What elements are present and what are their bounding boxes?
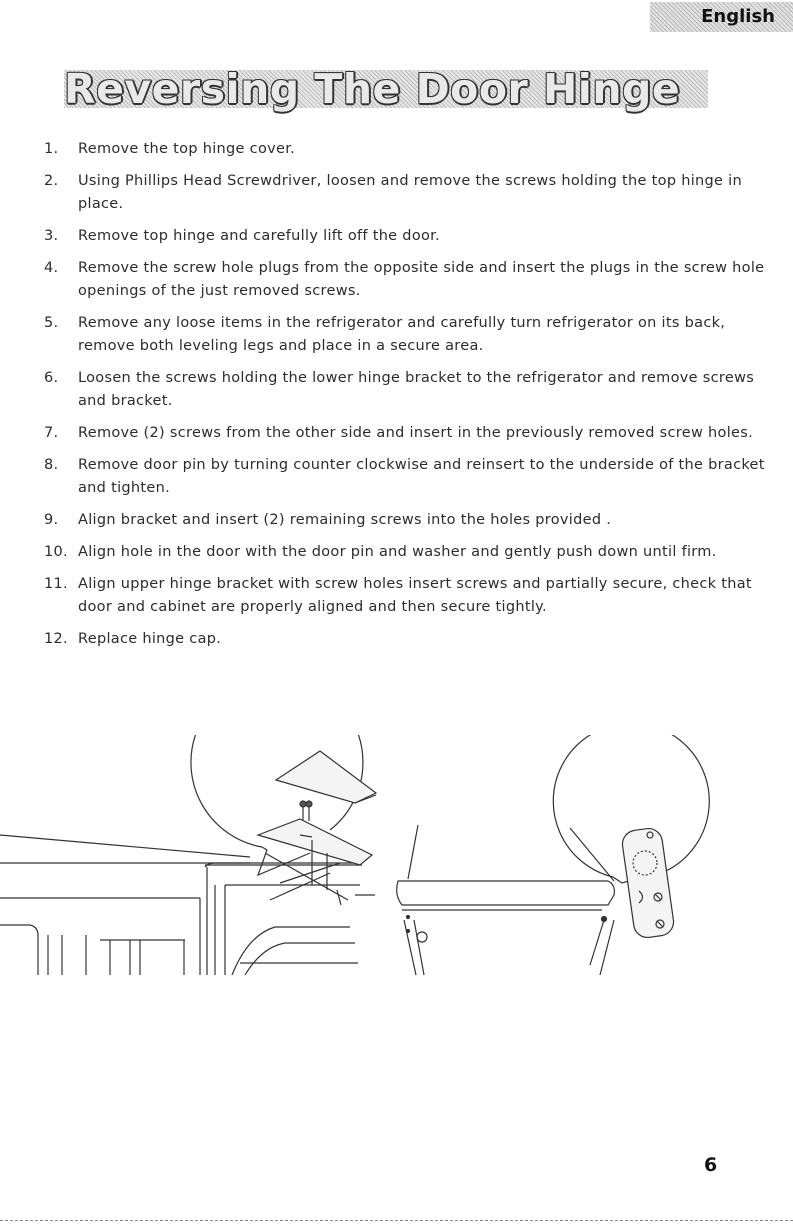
step-text: Align hole in the door with the door pin and washer and gently push down until firm.	[78, 544, 717, 560]
step-number: 5.	[44, 315, 59, 331]
step-text: Remove (2) screws from the other side and insert in the previously removed screw holes.	[78, 425, 754, 441]
page-number: 6	[704, 1154, 718, 1176]
page-title: Reversing The Door Hinge	[64, 65, 681, 113]
step-number: 10.	[44, 544, 68, 560]
list-item	[44, 170, 784, 216]
step-number: 11.	[44, 576, 68, 592]
page-bottom-rule	[0, 1220, 793, 1225]
hinge-illustration	[0, 735, 793, 1085]
step-text: Remove any loose items in the refrigerator and carefully turn refrigerator on its back, remove both leveling legs and place in a secure area.	[78, 315, 726, 354]
step-number: 7.	[44, 425, 59, 441]
step-text: Align upper hinge bracket with screw holes insert screws and partially secure, check that door and cabinet are properly aligned and then secure tightly.	[78, 576, 752, 615]
list-item	[44, 509, 784, 532]
step-text: Using Phillips Head Screwdriver, loosen and remove the screws holding the top hinge in place.	[78, 173, 742, 212]
language-tab	[650, 2, 793, 32]
step-number: 1.	[44, 141, 59, 157]
step-text: Remove the screw hole plugs from the opposite side and insert the plugs in the screw hole openings of the just removed screws.	[78, 260, 765, 299]
step-number: 12.	[44, 631, 68, 647]
list-item	[44, 367, 784, 413]
step-text: Loosen the screws holding the lower hinge bracket to the refrigerator and remove screws and bracket.	[78, 370, 755, 409]
step-text: Replace hinge cap.	[78, 631, 222, 647]
step-text: Remove the top hinge cover.	[78, 141, 296, 157]
list-item	[44, 312, 784, 358]
language-label: English	[701, 6, 775, 27]
step-number: 8.	[44, 457, 59, 473]
top-hinge-callout	[191, 735, 376, 905]
step-number: 4.	[44, 260, 59, 276]
step-text: Align bracket and insert (2) remaining screws into the holes provided .	[78, 512, 612, 528]
step-number: 3.	[44, 228, 59, 244]
refrigerator-left-drawing	[0, 835, 362, 975]
step-text: Remove top hinge and carefully lift off the door.	[78, 228, 440, 244]
list-item	[44, 573, 784, 619]
refrigerator-right-drawing	[397, 825, 615, 975]
step-text: Remove door pin by turning counter clockwise and reinsert to the underside of the bracket and tighten.	[78, 457, 765, 496]
list-item	[44, 257, 784, 303]
step-number: 9.	[44, 512, 59, 528]
step-number: 6.	[44, 370, 59, 386]
list-item	[44, 628, 784, 651]
list-item	[44, 541, 784, 564]
list-item	[44, 138, 784, 161]
list-item	[44, 225, 784, 248]
step-number: 2.	[44, 173, 59, 189]
instruction-list	[44, 138, 784, 660]
bottom-hinge-callout	[553, 735, 709, 939]
list-item	[44, 454, 784, 500]
list-item	[44, 422, 784, 445]
